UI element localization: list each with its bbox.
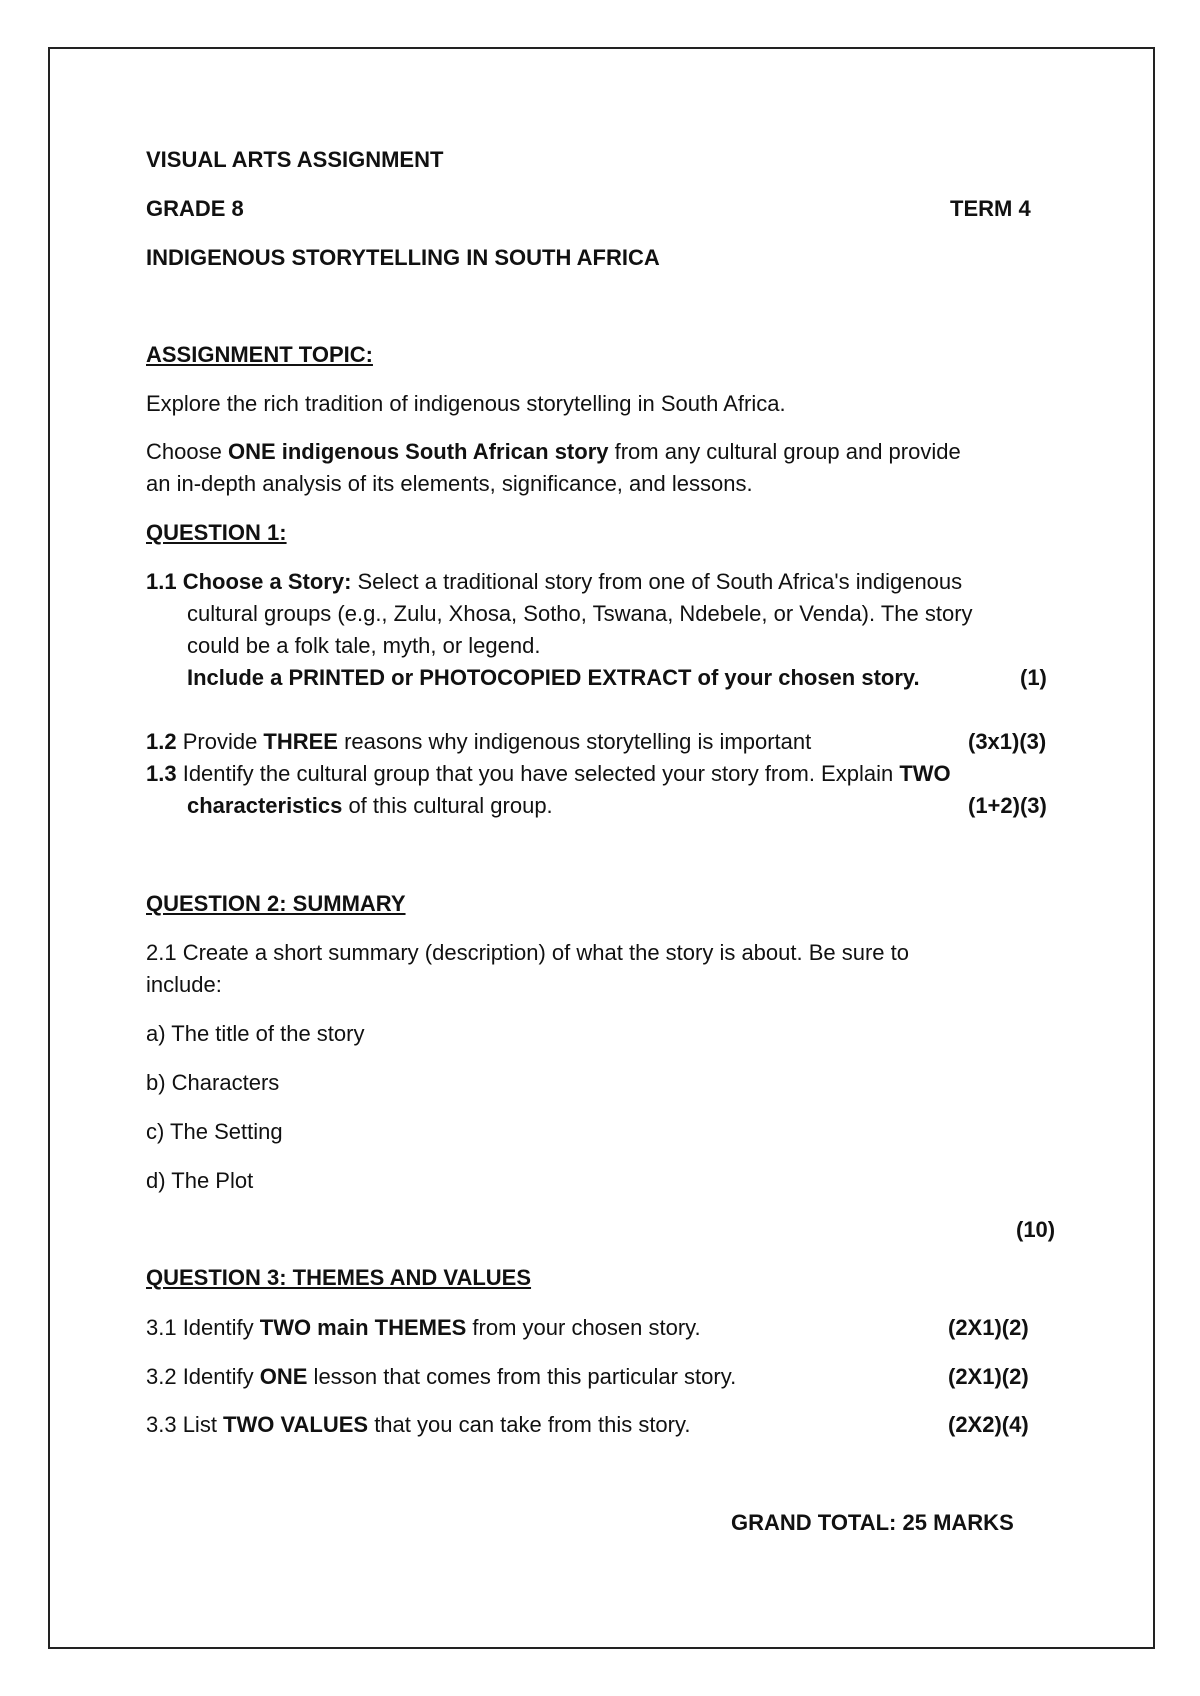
assignment-title: VISUAL ARTS ASSIGNMENT (146, 147, 444, 172)
choose-post: from any cultural group and provide (608, 439, 961, 464)
q13-line1 (146, 758, 951, 790)
q31-bold: TWO main THEMES (259, 1315, 467, 1340)
topic-heading: ASSIGNMENT TOPIC: (146, 342, 373, 367)
topic-choose-line (146, 436, 961, 468)
q2-line2: include: (146, 972, 222, 997)
choose-pre: Choose (146, 439, 228, 464)
q32-post: lesson that comes from this particular story. (307, 1364, 737, 1389)
q11-line2: cultural groups (e.g., Zulu, Xhosa, Sotho, Tswana, Ndebele, or Venda). The story (187, 601, 973, 626)
assignment-subtitle: INDIGENOUS STORYTELLING IN SOUTH AFRICA (146, 245, 660, 270)
q1-heading: QUESTION 1: (146, 520, 287, 545)
q33-bold: TWO VALUES (223, 1412, 369, 1437)
q31-marks: (2X1)(2) (948, 1315, 1029, 1340)
q12-line (146, 726, 811, 758)
q2-item: d) The Plot (146, 1168, 254, 1193)
q11-line4: Include a PRINTED or PHOTOCOPIED EXTRACT of your chosen story. (187, 665, 920, 690)
q3-item (146, 1361, 736, 1393)
q12-pre: Provide (176, 729, 264, 754)
q33-pre: 3.3 List (146, 1412, 224, 1437)
q13-marks: (1+2)(3) (968, 793, 1047, 818)
grand-total: GRAND TOTAL: 25 MARKS (731, 1510, 1014, 1535)
q13-bold2: characteristics (187, 793, 343, 818)
q2-item: b) Characters (146, 1070, 280, 1095)
q2-item: c) The Setting (146, 1119, 283, 1144)
q32-bold: ONE (259, 1364, 308, 1389)
q2-item: a) The title of the story (146, 1021, 365, 1046)
topic-choose-line2: an in-depth analysis of its elements, significance, and lessons. (146, 471, 753, 496)
q13-bold: TWO (899, 761, 951, 786)
q3-item (146, 1409, 690, 1441)
grade-label: GRADE 8 (146, 196, 244, 221)
q12-marks: (3x1)(3) (968, 729, 1047, 754)
q31-pre: 3.1 Identify (146, 1315, 260, 1340)
q2-marks: (10) (1016, 1217, 1056, 1242)
q11-number: 1.1 Choose a Story: (146, 569, 352, 594)
q11-marks: (1) (1020, 665, 1047, 690)
choose-bold: ONE indigenous South African story (227, 439, 609, 464)
q11-line3: could be a folk tale, myth, or legend. (187, 633, 541, 658)
q12-post: reasons why indigenous storytelling is important (337, 729, 812, 754)
term-label: TERM 4 (950, 196, 1031, 221)
q13-number: 1.3 (146, 761, 177, 786)
q3-heading: QUESTION 3: THEMES AND VALUES (146, 1265, 532, 1290)
q11-text: Select a traditional story from one of South Africa's indigenous (351, 569, 963, 594)
q11-line1 (146, 566, 962, 598)
topic-intro: Explore the rich tradition of indigenous storytelling in South Africa. (146, 391, 786, 416)
q13-line2 (187, 790, 553, 822)
q33-post: that you can take from this story. (368, 1412, 691, 1437)
q3-item (146, 1312, 701, 1344)
q2-heading: QUESTION 2: SUMMARY (146, 891, 406, 916)
q31-post: from your chosen story. (466, 1315, 701, 1340)
q12-number: 1.2 (146, 729, 177, 754)
q13-text: Identify the cultural group that you have selected your story from. Explain (176, 761, 900, 786)
q2-line1: 2.1 Create a short summary (description) of what the story is about. Be sure to (146, 940, 910, 965)
q33-marks: (2X2)(4) (948, 1412, 1029, 1437)
q32-marks: (2X1)(2) (948, 1364, 1029, 1389)
q32-pre: 3.2 Identify (146, 1364, 260, 1389)
q12-bold: THREE (263, 729, 338, 754)
q13-text2: of this cultural group. (342, 793, 553, 818)
